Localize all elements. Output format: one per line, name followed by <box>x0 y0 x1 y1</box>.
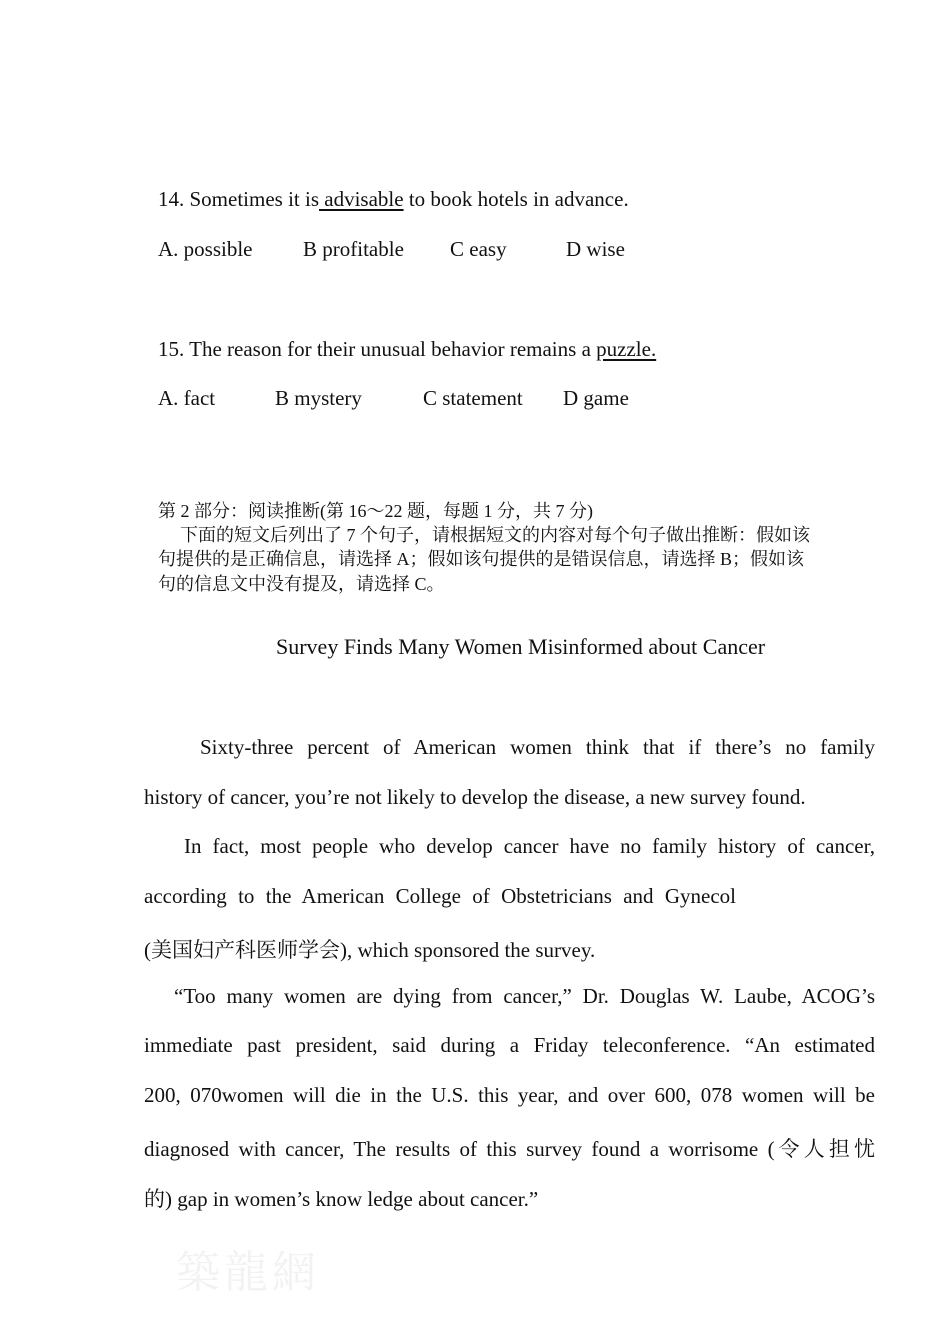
article-line-4 <box>144 884 736 909</box>
article-line-3 <box>144 834 875 859</box>
question-14-suffix: to book hotels in advance. <box>403 187 629 211</box>
article-line-3-text: In fact, most people who develop cancer have no family history of cancer, <box>184 834 875 858</box>
question-14-option-a: A. possible <box>158 237 253 261</box>
article-line-1-text: Sixty-three percent of American women think that if there’s no family <box>200 735 875 759</box>
watermark-logo: 築龍網 <box>176 1247 320 1298</box>
article-line-8 <box>144 1083 875 1108</box>
article-title: Survey Finds Many Women Misinformed about Cancer <box>276 634 766 659</box>
question-14-stem <box>158 187 629 212</box>
question-14-prefix: 14. Sometimes it is <box>158 187 320 211</box>
article-line-2: history of cancer, you’re not likely to develop the disease, a new survey found. <box>144 785 806 809</box>
question-15-option-c: C statement <box>423 386 523 410</box>
article-line-4-text: according to the American College of Obstetricians and Gynecol <box>144 884 736 908</box>
question-15-stem <box>158 337 656 362</box>
article-line-1 <box>144 735 875 760</box>
question-14-option-d: D wise <box>566 237 625 261</box>
article-line-7-text: immediate past president, said during a Friday teleconference. “An estimated <box>144 1033 875 1057</box>
article-line-10: 的) gap in women’s know ledge about cancer.” <box>144 1187 539 1211</box>
question-15-keyword: puzzle. <box>596 337 657 361</box>
article-line-9-text: diagnosed with cancer, The results of this survey found a worrisome (令人担忧 <box>144 1137 875 1161</box>
question-14-keyword: advisable <box>319 187 404 211</box>
question-14-option-c: C easy <box>450 237 507 261</box>
section-heading: 第 2 部分：阅读推断(第 16～22 题，每题 1 分，共 7 分) <box>158 501 593 521</box>
section-instruction-line-1: 下面的短文后列出了 7 个句子，请根据短文的内容对每个句子做出推断：假如该 <box>180 525 810 545</box>
section-instruction-line-2: 句提供的是正确信息，请选择 A；假如该句提供的是错误信息，请选择 B；假如该 <box>158 549 805 569</box>
question-15-prefix: 15. The reason for their unusual behavior remains a <box>158 337 597 361</box>
question-15-option-b: B mystery <box>275 386 362 410</box>
article-line-5: (美国妇产科医师学会), which sponsored the survey. <box>144 938 596 962</box>
article-line-7 <box>144 1033 875 1058</box>
article-line-9 <box>144 1133 875 1163</box>
question-15-option-a: A. fact <box>158 386 216 410</box>
question-15-option-d: D game <box>563 386 629 410</box>
article-line-6 <box>144 984 875 1009</box>
question-14-option-b: B profitable <box>303 237 404 261</box>
article-line-8-text: 200, 070women will die in the U.S. this year, and over 600, 078 women will be <box>144 1083 875 1107</box>
article-line-6-text: “Too many women are dying from cancer,” Dr. Douglas W. Laube, ACOG’s <box>174 984 875 1008</box>
section-instruction-line-3: 句的信息文中没有提及，请选择 C。 <box>158 574 445 594</box>
